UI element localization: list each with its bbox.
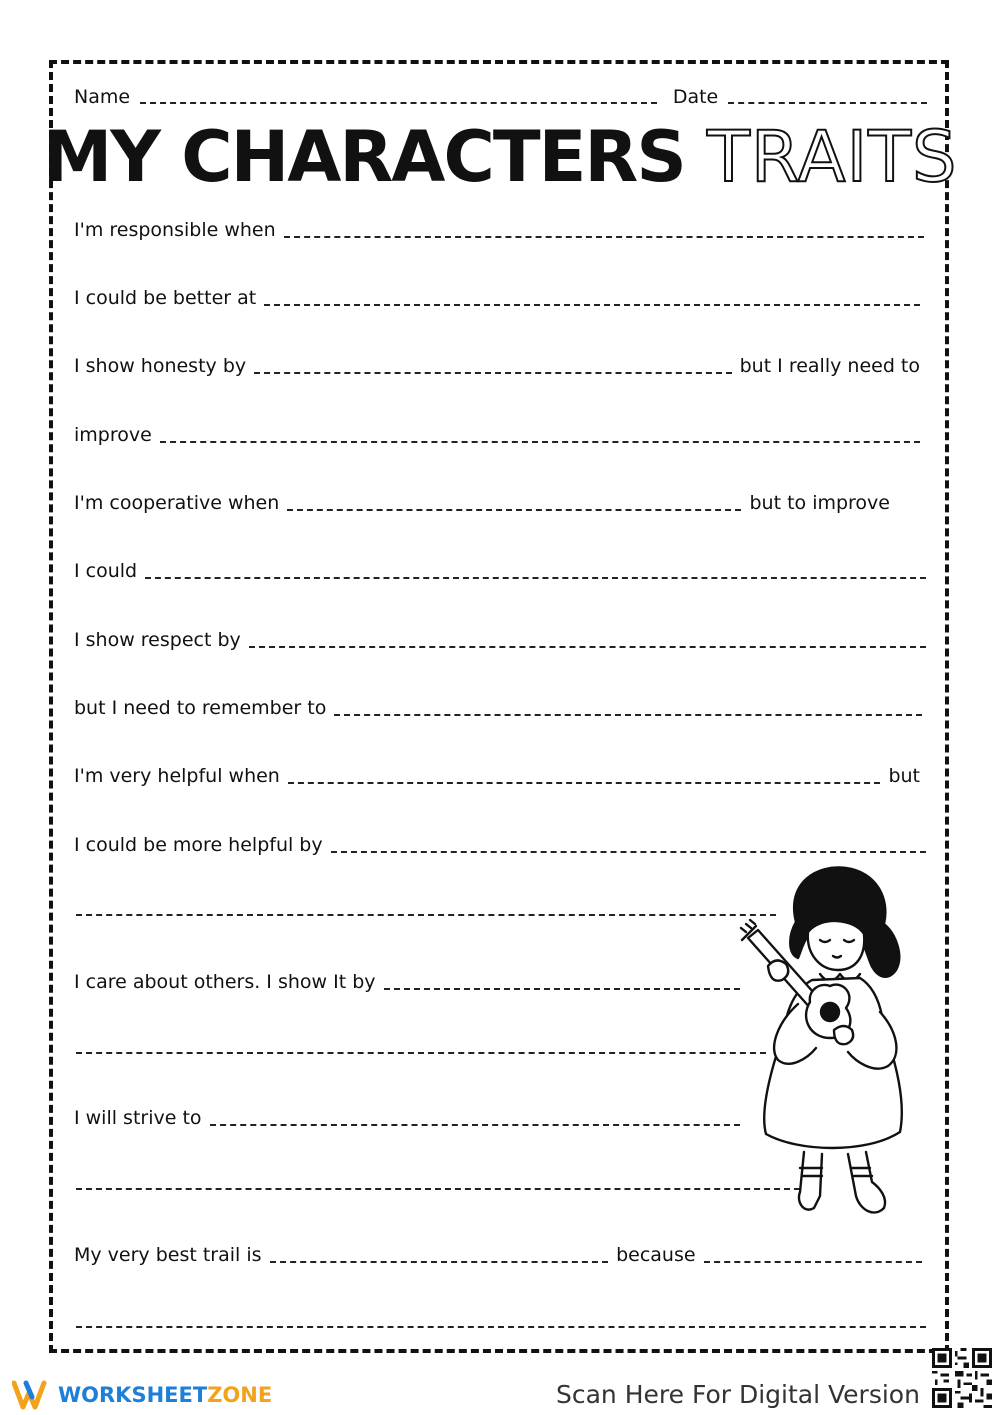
prompt-cooperative: I'm cooperative when <box>74 492 280 514</box>
prompt-could: I could <box>74 560 138 582</box>
prompt-row-strive <box>74 1102 740 1130</box>
answer-field-better-at[interactable] <box>264 304 920 306</box>
answer-field-improve[interactable] <box>160 441 920 443</box>
answer-field-honesty[interactable] <box>254 372 731 374</box>
answer-line-blank-3[interactable] <box>76 1188 800 1190</box>
prompt-row-could <box>74 555 926 583</box>
brand-logo[interactable] <box>12 1378 272 1412</box>
prompt-responsible: I'm responsible when <box>74 219 276 241</box>
answer-field-cooperative[interactable] <box>287 509 741 511</box>
answer-line-blank-2[interactable] <box>76 1052 766 1054</box>
answer-field-best-trait[interactable] <box>270 1261 609 1263</box>
prompt-strive: I will strive to <box>74 1107 202 1129</box>
prompt-more-helpful: I could be more helpful by <box>74 834 323 856</box>
answer-field-strive[interactable] <box>210 1124 740 1126</box>
answer-field-remember[interactable] <box>334 714 922 716</box>
prompt-row-best-trait <box>74 1239 922 1267</box>
prompt-row-responsible <box>74 214 924 242</box>
answer-field-could[interactable] <box>145 577 926 579</box>
prompt-remember: but I need to remember to <box>74 697 327 719</box>
prompt-helpful: I'm very helpful when <box>74 765 280 787</box>
prompt-best-trait: My very best trail is <box>74 1244 262 1266</box>
brand-w-icon <box>12 1379 52 1411</box>
qr-code-icon[interactable] <box>932 1348 992 1408</box>
title-outline: TRAITS <box>707 116 958 198</box>
answer-field-more-helpful[interactable] <box>331 851 926 853</box>
answer-field-responsible[interactable] <box>284 236 924 238</box>
name-label: Name <box>74 86 131 108</box>
name-date-row <box>74 82 927 108</box>
prompt-cooperative-tail: but to improve <box>749 492 890 514</box>
answer-field-helpful[interactable] <box>288 782 881 784</box>
prompt-row-honesty <box>74 350 920 378</box>
prompt-improve: improve <box>74 424 152 446</box>
answer-line-blank-4[interactable] <box>76 1326 926 1328</box>
prompt-row-improve <box>74 419 920 447</box>
prompt-better-at: I could be better at <box>74 287 257 309</box>
answer-field-because[interactable] <box>704 1261 922 1263</box>
title-solid: MY CHARACTERS <box>42 116 685 198</box>
date-field[interactable] <box>728 102 927 104</box>
prompt-because: because <box>616 1244 696 1266</box>
prompt-row-respect <box>74 624 926 652</box>
page-title <box>0 112 1000 202</box>
prompt-honesty: I show honesty by <box>74 355 247 377</box>
answer-field-respect[interactable] <box>249 646 926 648</box>
prompt-helpful-tail: but <box>888 765 920 787</box>
prompt-row-more-helpful <box>74 829 926 857</box>
prompt-care: I care about others. I show It by <box>74 971 376 993</box>
answer-field-care[interactable] <box>384 988 741 990</box>
answer-line-blank-1[interactable] <box>76 914 776 916</box>
prompt-honesty-tail: but I really need to <box>739 355 920 377</box>
name-field[interactable] <box>140 102 657 104</box>
prompt-row-remember <box>74 692 922 720</box>
prompt-respect: I show respect by <box>74 629 241 651</box>
scan-caption: Scan Here For Digital Version <box>556 1380 920 1409</box>
prompt-row-better-at <box>74 282 920 310</box>
brand-name-part2: ZONE <box>207 1383 273 1407</box>
brand-name-part1: WORKSHEET <box>58 1383 208 1407</box>
prompt-row-cooperative <box>74 487 890 515</box>
prompt-row-helpful <box>74 760 920 788</box>
date-label: Date <box>672 86 719 108</box>
girl-with-ukulele-icon <box>738 862 930 1230</box>
prompt-row-care <box>74 966 740 994</box>
